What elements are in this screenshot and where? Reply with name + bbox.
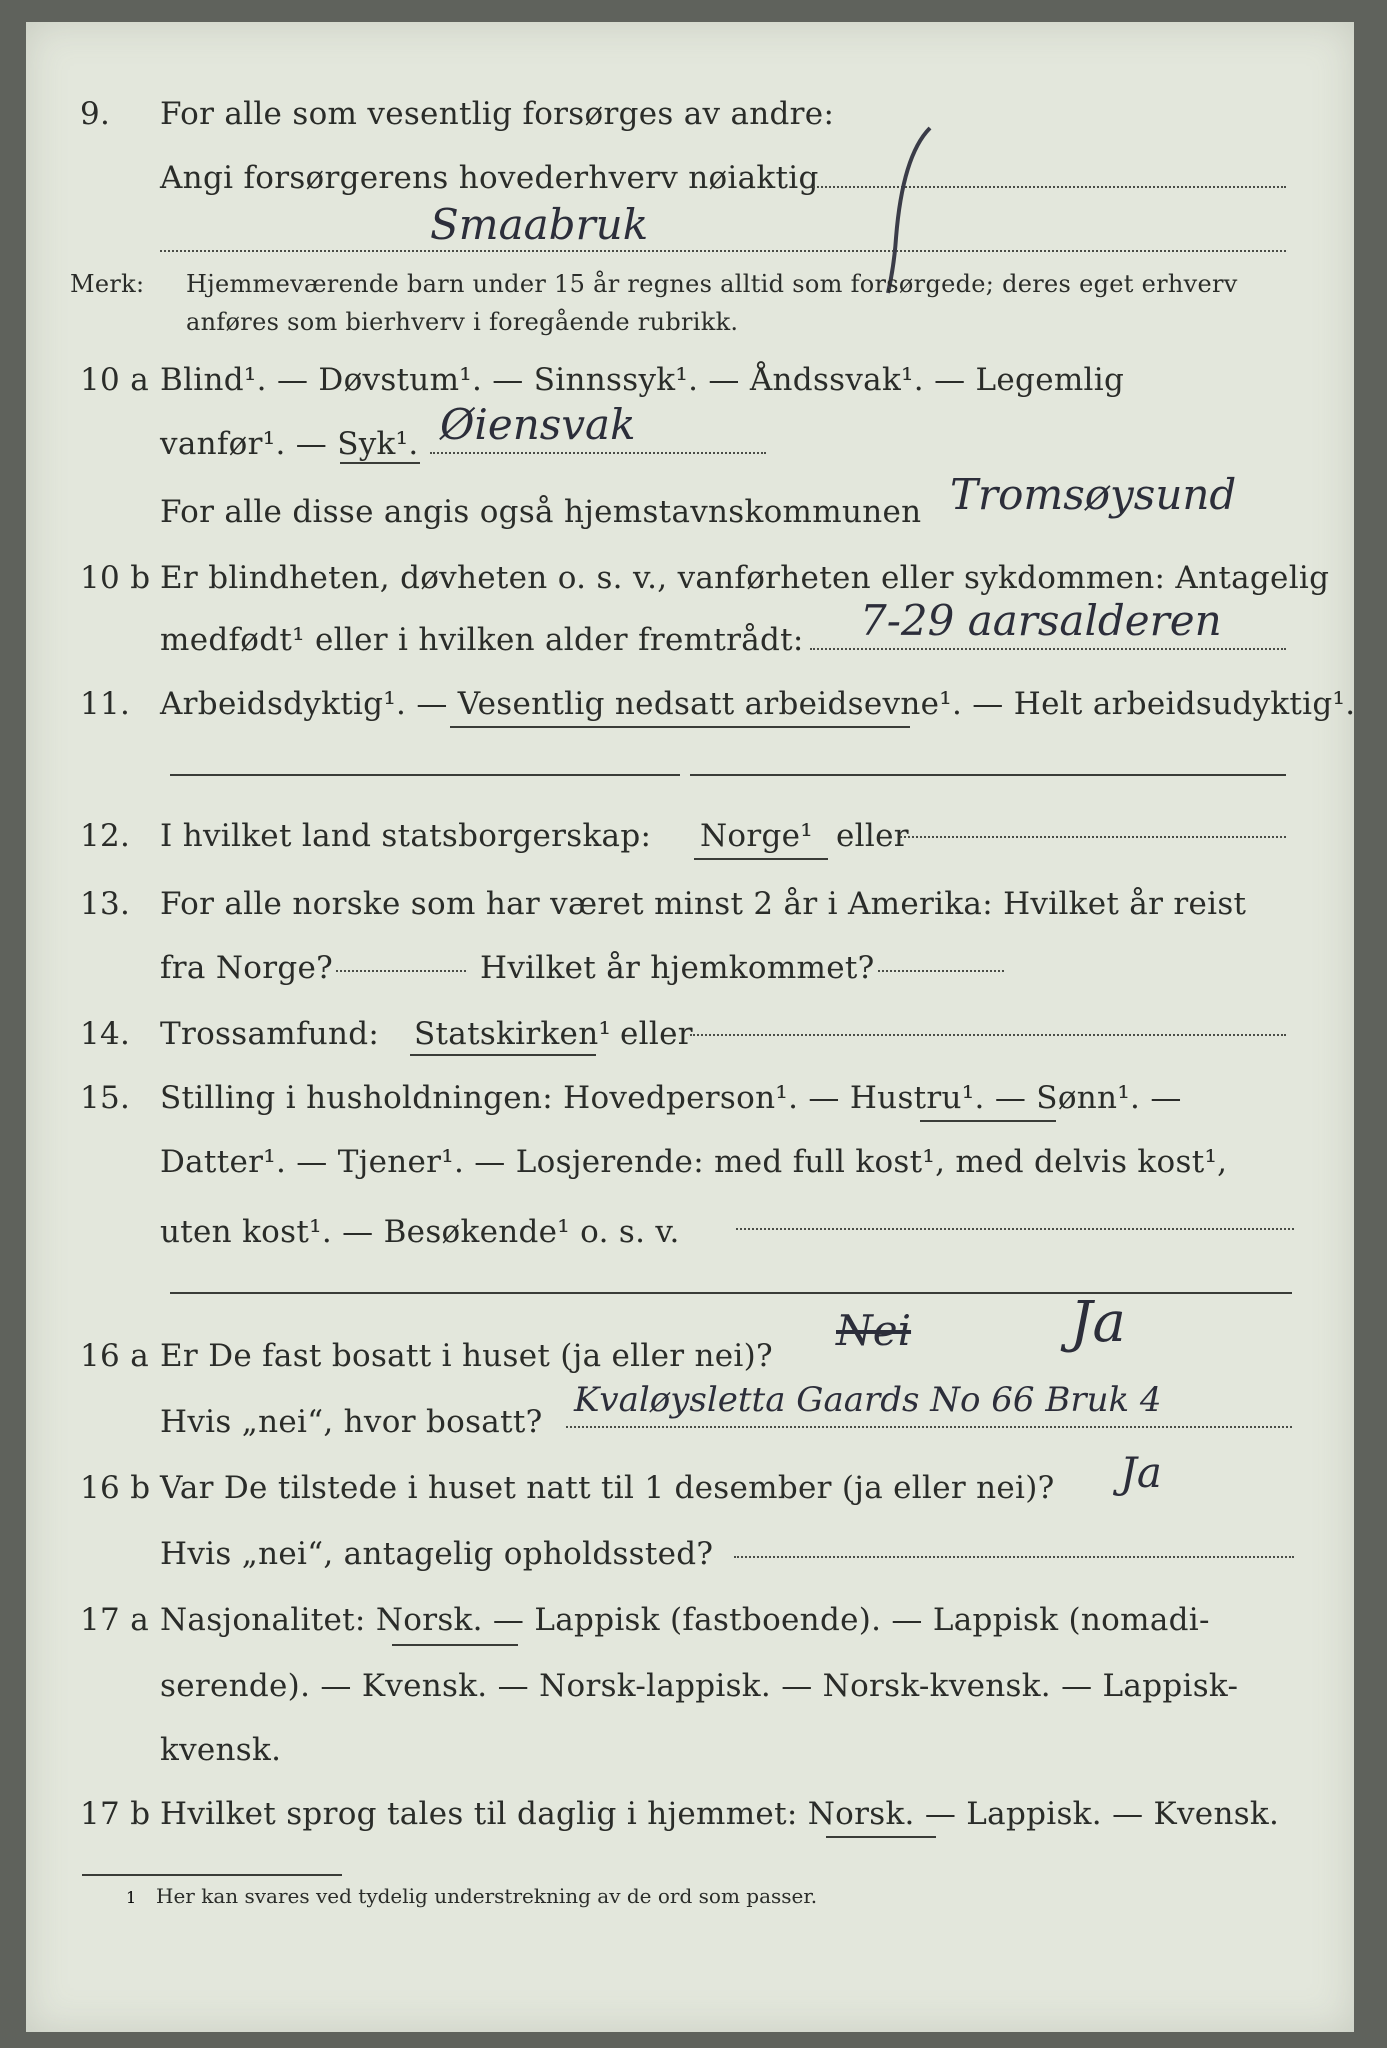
q9-row-1 [0, 88, 1387, 148]
q13-number: 13. [80, 886, 131, 922]
q16b-row-2 [0, 1528, 1387, 1588]
q17a-line-2: serende). — Kvensk. — Norsk-lappisk. — Norsk-kvensk. — Lappisk- [160, 1668, 1239, 1704]
q15-row-3 [0, 1206, 1387, 1266]
q12-text-c: eller [836, 818, 909, 854]
q15-answer-line [736, 1228, 1294, 1230]
q14-answer-line [690, 1034, 1286, 1036]
q17a-underline [392, 1644, 518, 1646]
q10a-line-2: vanfør¹. — Syk¹. [160, 426, 419, 462]
q17b-number: 17 b [80, 1796, 151, 1832]
q12-answer-norge: Norge¹ [700, 818, 814, 854]
q10b-number: 10 b [80, 560, 151, 596]
q14-answer-statskirken: Statskirken¹ [414, 1016, 612, 1052]
q10b-line-1: Er blindheten, døvheten o. s. v., vanførheten eller sykdommen: Antagelig [160, 560, 1330, 596]
footnote-text: Her kan svares ved tydelig understrekning av de ord som passer. [156, 1884, 818, 1908]
q16b-answer-line [734, 1556, 1294, 1558]
q13-line-2a: fra Norge? [160, 950, 334, 986]
q10a-answer-1: Øiensvak [440, 400, 636, 449]
q11-text: Arbeidsdyktig¹. — Vesentlig nedsatt arbeidsevne¹. — Helt arbeidsudyktig¹. [160, 686, 1356, 722]
footnote-mark: 1 [126, 1888, 137, 1907]
q13-answer-line-1 [336, 970, 466, 972]
q9-answer: Smaabruk [430, 200, 649, 249]
q10a-answer-line-1 [430, 452, 766, 454]
q16a-answer-struck: Nei [836, 1306, 912, 1355]
q10a-line-1: Blind¹. — Døvstum¹. — Sinnssyk¹. — Åndssvak¹. — Legemlig [160, 362, 1125, 398]
q17a-row-1 [0, 1594, 1387, 1654]
q16a-line-1: Er De fast bosatt i huset (ja eller nei)? [160, 1338, 773, 1374]
q11-number: 11. [80, 686, 131, 722]
q10b-answer: 7-29 aarsalderen [860, 596, 1222, 645]
q14-row [0, 1008, 1387, 1068]
q10a-underline-syk [340, 462, 420, 464]
q16a-answer-2: Kvaløysletta Gaards No 66 Bruk 4 [574, 1380, 1162, 1420]
q12-text-a: I hvilket land statsborgerskap: [160, 818, 652, 854]
q10a-answer-2: Tromsøysund [950, 470, 1237, 519]
q9-text-2: Angi forsørgerens hovederhverv nøiaktig [160, 160, 819, 196]
q14-text-a: Trossamfund: [160, 1016, 380, 1052]
separator-1a [170, 774, 680, 776]
q13-answer-line-2 [878, 970, 1004, 972]
q14-number: 14. [80, 1016, 131, 1052]
q10a-number: 10 a [80, 362, 149, 398]
q13-row-1 [0, 878, 1387, 938]
q16b-row-1 [0, 1462, 1387, 1522]
q9-number: 9. [80, 96, 111, 132]
merk-line-2: anføres som bierhverv i foregående rubrikk. [186, 308, 739, 336]
q11-row [0, 678, 1387, 738]
q16a-answer-line [566, 1426, 1292, 1428]
q10a-row-2 [0, 418, 1387, 478]
q17a-row-2 [0, 1660, 1387, 1720]
q17b-underline [826, 1836, 936, 1838]
q15-line-1: Stilling i husholdningen: Hovedperson¹. — Hustru¹. — Sønn¹. — [160, 1080, 1182, 1116]
q13-line-1: For alle norske som har været minst 2 år i Amerika: Hvilket år reist [160, 886, 1247, 922]
q17a-number: 17 a [80, 1602, 149, 1638]
q15-underline [920, 1120, 1056, 1122]
q14-text-c: eller [620, 1016, 693, 1052]
q16b-line-2: Hvis „nei“, antagelig opholdssted? [160, 1536, 714, 1572]
q10a-row-1 [0, 354, 1387, 414]
q9-row-2 [0, 152, 1387, 212]
separator-1b [690, 774, 1286, 776]
q17a-row-3 [0, 1724, 1387, 1784]
q16b-number: 16 b [80, 1470, 151, 1506]
q12-row [0, 810, 1387, 870]
q10b-answer-line [810, 648, 1286, 650]
q15-number: 15. [80, 1080, 131, 1116]
q15-line-3: uten kost¹. — Besøkende¹ o. s. v. [160, 1214, 680, 1250]
q9-text-1: For alle som vesentlig forsørges av andre: [160, 96, 835, 132]
q12-answer-line [900, 836, 1286, 838]
merk-line-1: Hjemmeværende barn under 15 år regnes alltid som forsørgede; deres eget erhverv [186, 270, 1238, 298]
q16b-answer: Ja [1120, 1448, 1162, 1497]
q15-line-2: Datter¹. — Tjener¹. — Losjerende: med full kost¹, med delvis kost¹, [160, 1144, 1228, 1180]
q17b-text: Hvilket sprog tales til daglig i hjemmet: Norsk. — Lappisk. — Kvensk. [160, 1796, 1280, 1832]
q16a-number: 16 a [80, 1338, 149, 1374]
q14-underline [410, 1054, 596, 1056]
q17a-line-3: kvensk. [160, 1732, 282, 1768]
q17a-line-1: Nasjonalitet: Norsk. — Lappisk (fastboende). — Lappisk (nomadi- [160, 1602, 1210, 1638]
q12-number: 12. [80, 818, 131, 854]
q15-row-1 [0, 1072, 1387, 1132]
merk-row-2 [0, 300, 1387, 360]
q11-underline [450, 726, 910, 728]
q10b-line-2: medfødt¹ eller i hvilken alder fremtrådt: [160, 622, 804, 658]
q9-answer-line-2 [160, 250, 1286, 252]
merk-label: Merk: [70, 270, 145, 298]
q15-row-2 [0, 1136, 1387, 1196]
q13-line-2b: Hvilket år hjemkommet? [480, 950, 875, 986]
q12-underline [694, 858, 828, 860]
q17b-row [0, 1788, 1387, 1848]
q16a-answer-1: Ja [1070, 1290, 1126, 1355]
footnote-rule [82, 1874, 342, 1876]
q10a-line-3: For alle disse angis også hjemstavnskommunen [160, 494, 922, 530]
q13-row-2 [0, 942, 1387, 1002]
q16a-line-2: Hvis „nei“, hvor bosatt? [160, 1404, 543, 1440]
q16b-line-1: Var De tilstede i huset natt til 1 desember (ja eller nei)? [160, 1470, 1055, 1506]
